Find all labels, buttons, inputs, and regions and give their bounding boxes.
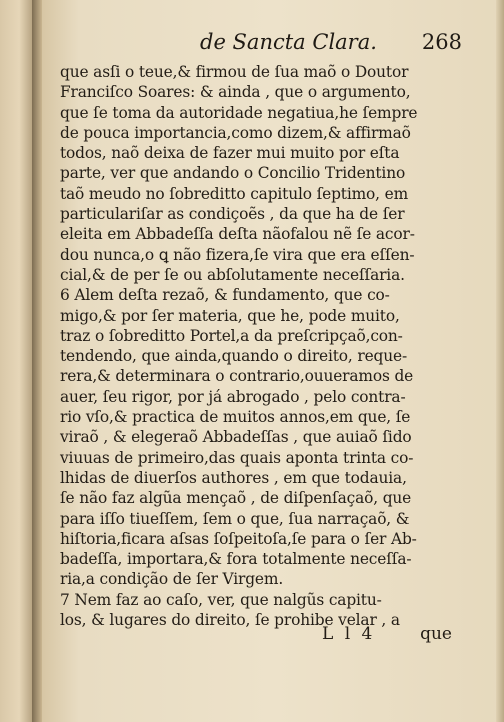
text-line: 7 Nem faz ao caſo, ver, que nalgũs capitu- xyxy=(60,590,382,609)
text-line: los, & lugares do direito, ſe prohibe velar , a xyxy=(60,611,400,630)
text-line: Franciſco Soares: & ainda , que o argumento, xyxy=(60,83,411,102)
text-line: cial,& de per ſe ou abſolutamente neceſſaria. xyxy=(60,265,405,284)
text-line: parte, ver que andando o Concilio Tridentino xyxy=(60,164,406,183)
text-line: eleita em Abbadeſſa deſta nãofalou nẽ ſe acor- xyxy=(60,225,415,244)
text-line: para iſſo tiueſſem, ſem o que, ſua narraçaõ, & xyxy=(60,509,410,528)
book-gutter xyxy=(32,0,42,722)
text-line: dou nunca,o ꝗ não fizera,ſe vira que era eſſen- xyxy=(60,245,415,264)
text-line: rera,& determinara o contrario,ouueramos de xyxy=(60,367,414,386)
text-line: migo,& por ſer materia, que he, pode muito, xyxy=(60,306,400,325)
text-line: auer, ſeu rigor, por já abrogado , pelo contra- xyxy=(60,387,406,406)
text-line: badeſſa, importara,& fora totalmente neceſſa- xyxy=(60,550,412,569)
text-line: todos, naõ deixa de fazer mui muito por eſta xyxy=(60,144,400,163)
text-line: ſe não faz algũa mençaõ , de diſpenſaçaõ, que xyxy=(60,489,412,508)
page-edge xyxy=(496,0,504,722)
body-text xyxy=(60,62,430,630)
text-line: que ſe toma da autoridade negatiua,he ſempre xyxy=(60,103,418,122)
text-line: taõ meudo no ſobreditto capitulo ſeptimo, em xyxy=(60,184,409,203)
text-line: hiſtoria,ficara aſsas ſoſpeitoſa,ſe para o ſer Ab- xyxy=(60,529,417,548)
signature-mark: L l 4 xyxy=(322,624,376,644)
catchword: que xyxy=(420,624,452,644)
left-page-edge xyxy=(0,0,33,722)
text-line: lhidas de diuerſos authores , em que todauia, xyxy=(60,468,407,487)
text-line: particulariſar as condiçoẽs , da que ha de ſer xyxy=(60,205,405,224)
text-line: traz o ſobreditto Portel,a da preſcripçaõ,con- xyxy=(60,326,403,345)
running-head: de Sancta Clara. xyxy=(200,30,377,54)
text-line: de pouca importancia,como dizem,& affirmaõ xyxy=(60,123,411,142)
text-line: viuuas de primeiro,das quais aponta trinta co- xyxy=(60,448,414,467)
page-number: 268 xyxy=(421,30,462,54)
text-line: viraõ , & elegeraõ Abbadeſſas , que auiaõ ſido xyxy=(60,428,412,447)
text-line: 6 Alem deſta rezaõ, & fundamento, que co- xyxy=(60,286,390,305)
text-line: ria,a condição de ſer Virgem. xyxy=(60,570,284,589)
page-header xyxy=(162,30,462,56)
text-line: tendendo, que ainda,quando o direito, reque- xyxy=(60,347,408,366)
right-page xyxy=(42,0,504,722)
text-line: que asſi o teue,& firmou de ſua maõ o Doutor xyxy=(60,63,409,81)
text-line: rio vſo,& practica de muitos annos,em que, ſe xyxy=(60,408,411,427)
page-footer xyxy=(322,624,452,646)
